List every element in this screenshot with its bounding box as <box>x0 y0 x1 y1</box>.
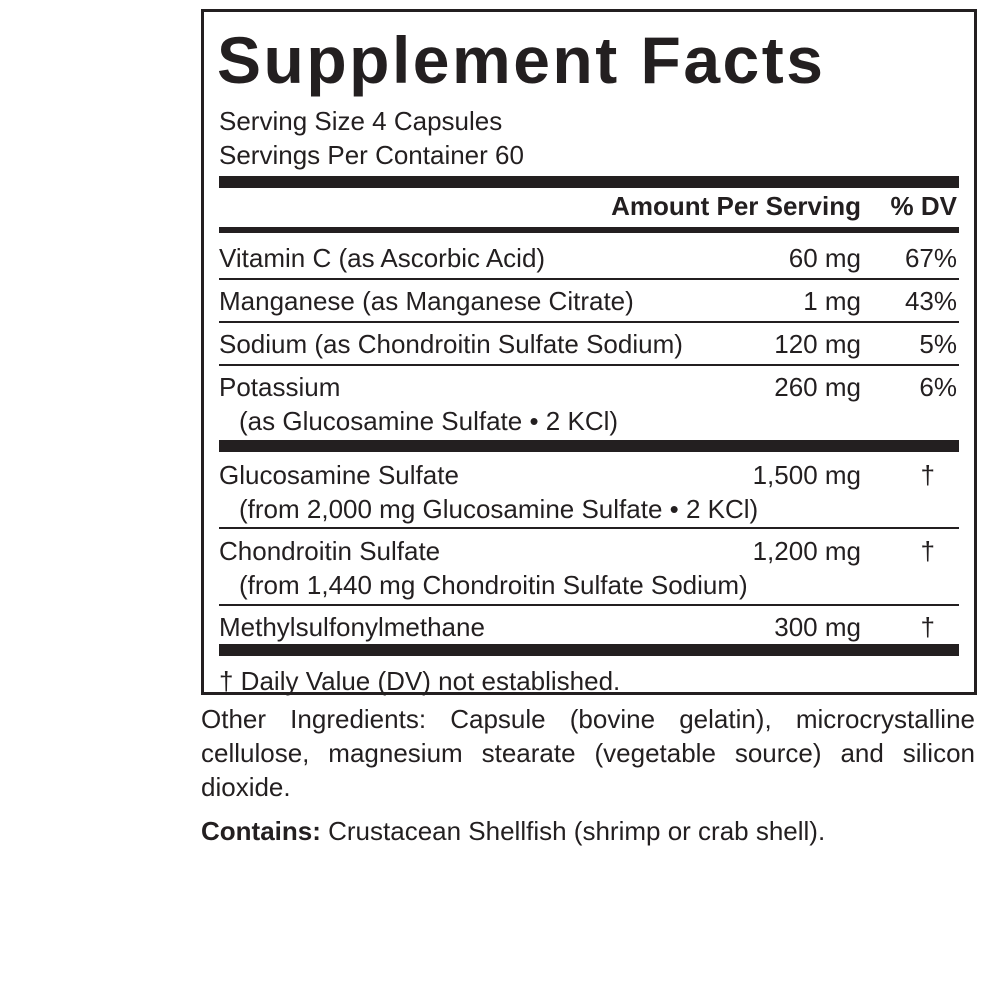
servings-per-container: Servings Per Container 60 <box>219 140 524 170</box>
nutrient-name: Potassium <box>219 372 341 402</box>
ingredient-name: Chondroitin Sulfate <box>219 536 441 566</box>
allergen-statement <box>201 814 825 848</box>
nutrient-amount: 60 mg <box>788 243 861 273</box>
ingredient-name: Glucosamine Sulfate <box>219 460 459 490</box>
nutrient-dv: 67% <box>904 243 957 273</box>
row-divider <box>219 278 959 280</box>
dv-header: % DV <box>890 191 957 221</box>
row-divider <box>219 321 959 323</box>
contains-text: Crustacean Shellfish (shrimp or crab shell). <box>320 816 826 846</box>
ingredient-row-methylsulfonylmethane <box>219 610 959 644</box>
nutrient-dv: 5% <box>919 329 957 359</box>
panel-title: Supplement Facts <box>217 23 826 97</box>
ingredient-row-chondroitin-sulfate <box>219 534 959 602</box>
nutrient-amount: 260 mg <box>774 372 861 402</box>
ingredient-amount: 1,500 mg <box>752 460 861 490</box>
column-header-row <box>219 188 959 224</box>
amount-per-serving-header: Amount Per Serving <box>611 191 861 221</box>
nutrient-amount: 120 mg <box>774 329 861 359</box>
nutrient-row-sodium <box>219 327 959 361</box>
supplement-facts-panel <box>201 9 977 695</box>
nutrient-name: Vitamin C (as Ascorbic Acid) <box>219 243 546 273</box>
supplement-facts-content <box>217 12 959 696</box>
nutrient-name: Sodium (as Chondroitin Sulfate Sodium) <box>219 329 683 359</box>
row-divider <box>219 604 959 606</box>
ingredient-amount: 300 mg <box>774 612 861 642</box>
nutrient-row-manganese <box>219 284 959 318</box>
thick-divider-bottom <box>219 644 959 656</box>
nutrient-row-vitamin-c <box>219 241 959 275</box>
serving-size: Serving Size 4 Capsules <box>219 106 503 136</box>
medium-divider <box>219 227 959 233</box>
ingredient-name: Methylsulfonylmethane <box>219 612 485 642</box>
row-divider <box>219 527 959 529</box>
nutrient-dv: 43% <box>904 286 957 316</box>
row-divider <box>219 364 959 366</box>
ingredient-row-glucosamine-sulfate <box>219 458 959 526</box>
nutrient-row-potassium <box>219 370 959 438</box>
ingredient-amount: 1,200 mg <box>752 536 861 566</box>
nutrient-amount: 1 mg <box>803 286 861 316</box>
dv-dagger: † <box>920 612 935 642</box>
thick-divider-top <box>219 176 959 188</box>
ingredient-source: (from 1,440 mg Chondroitin Sulfate Sodium) <box>239 570 748 600</box>
thick-divider-middle <box>219 440 959 452</box>
contains-label: Contains: <box>201 816 321 846</box>
ingredient-source: (from 2,000 mg Glucosamine Sulfate • 2 KCl) <box>239 494 759 524</box>
dv-dagger: † <box>920 536 935 566</box>
dv-footnote: † Daily Value (DV) not established. <box>219 666 621 696</box>
nutrient-name: Manganese (as Manganese Citrate) <box>219 286 634 316</box>
nutrient-dv: 6% <box>919 372 957 402</box>
nutrient-source: (as Glucosamine Sulfate • 2 KCl) <box>239 406 619 436</box>
other-ingredients: Other Ingredients: Capsule (bovine gelatin), microcrystalline cellulose, magnesium stearate (vegetable source) and silicon dioxide. <box>201 704 975 802</box>
dv-dagger: † <box>920 460 935 490</box>
